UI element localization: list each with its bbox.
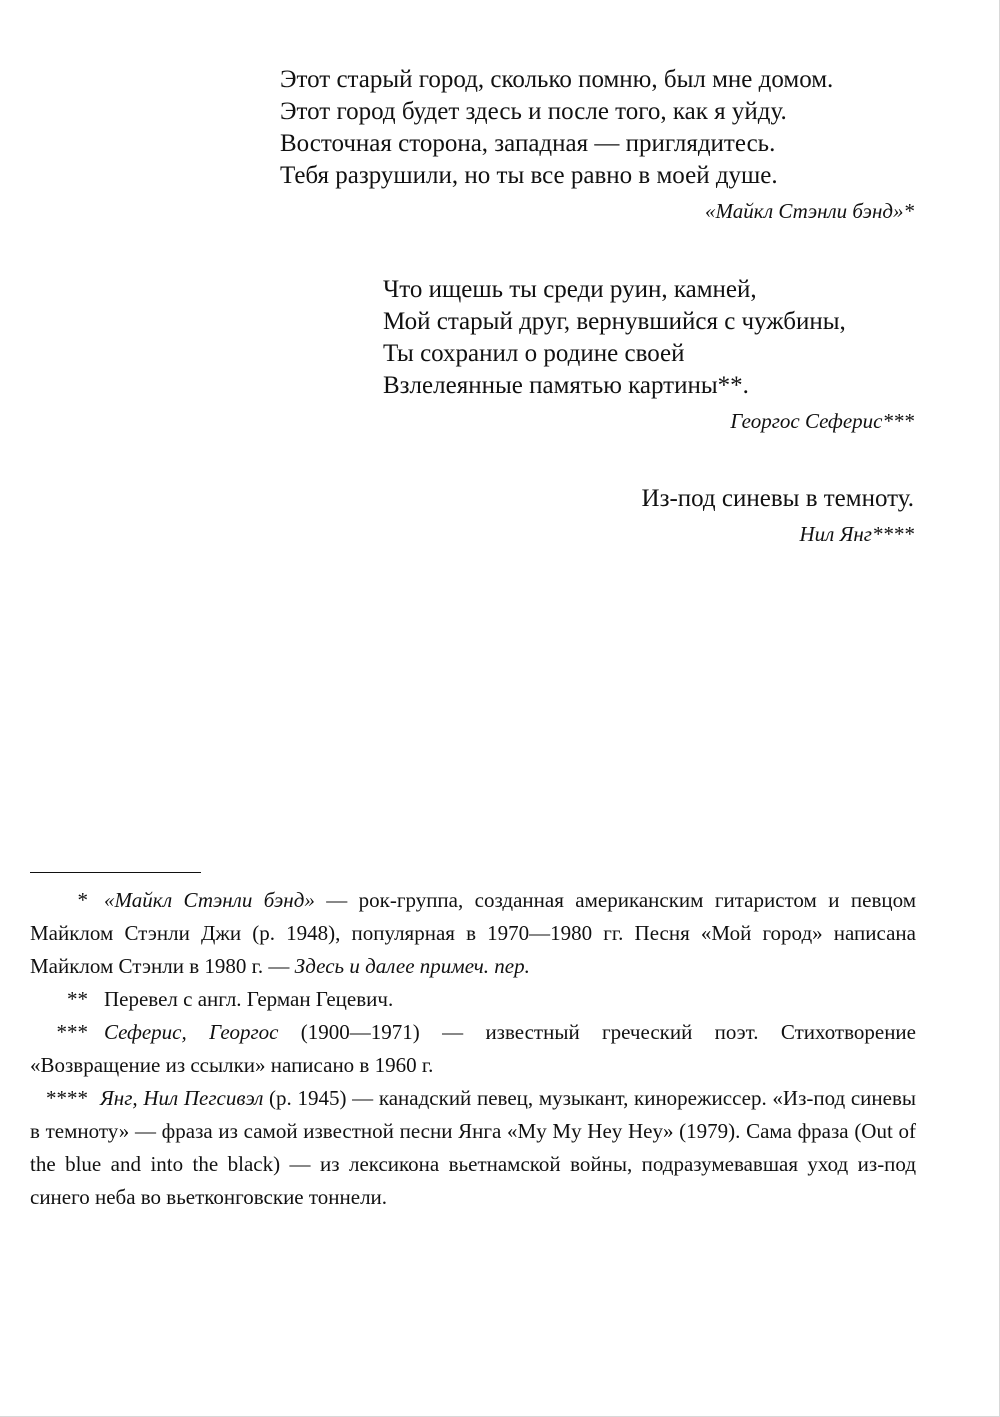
epigraph-young [560, 483, 914, 549]
epigraph-line: Восточная сторона, западная — приглядитесь. [280, 130, 776, 157]
footnote-text: (р. 1945) — канадский певец, музыкант, кинорежиссер. «Из-под синевы в темноту» — фраза из самой известной песни Янга «My My Hey Hey» (1979). Сама фраза (Out of the blue and into the black) — из лексикона вьетнамской войны, подразумевавшая уход из-под синего неба во вьетконговские тоннели. [30, 1086, 917, 1209]
epigraph-seferis [383, 274, 914, 436]
footnote-2 [30, 983, 916, 1016]
footnote-marker: **** [46, 1086, 88, 1110]
epigraph-line: Что ищешь ты среди руин, камней, [383, 276, 757, 303]
epigraph-attribution: «Майкл Стэнли бэнд»* [705, 199, 914, 223]
epigraph-line: Этот город будет здесь и после того, как я уйду. [280, 98, 787, 125]
footnote-text: — рок-группа, созданная американским гитаристом и певцом Майклом Стэнли Джи (р. 1948), популярная в 1970—1980 гг. Песня «Мой город» написана Майклом Стэнли в 1980 г. — [30, 888, 916, 978]
footnote-italic-lead: Янг, Нил Пегсивэл [100, 1086, 264, 1110]
footnote-marker: * [77, 888, 88, 912]
epigraph-stanley [280, 64, 914, 226]
footnote-italic-lead: «Майкл Стэнли бэнд» [104, 888, 315, 912]
epigraph-line: Мой старый друг, вернувшийся с чужбины, [383, 308, 846, 335]
epigraph-attribution: Георгос Сеферис*** [730, 409, 914, 433]
footnote-italic-lead: Сеферис, Георгос [104, 1020, 279, 1044]
epigraph-line: Ты сохранил о родине своей [383, 340, 685, 367]
footnote-divider [30, 872, 201, 873]
epigraph-line: Тебя разрушили, но ты все равно в моей душе. [280, 162, 778, 189]
epigraph-line: Этот старый город, сколько помню, был мне домом. [280, 66, 834, 93]
epigraph-line: Из-под синевы в темноту. [641, 485, 914, 512]
footnotes [30, 884, 916, 1214]
footnote-marker: *** [56, 1020, 88, 1044]
footnote-text: Перевел с англ. Герман Гецевич. [104, 987, 394, 1011]
footnote-text: (1900—1971) — известный греческий поэт. Стихотворение «Возвращение из ссылки» написано в 1960 г. [30, 1020, 916, 1077]
footnote-4 [30, 1082, 916, 1214]
footnote-italic-tail: Здесь и далее примеч. пер. [294, 954, 530, 978]
epigraph-line: Взлелеянные памятью картины**. [383, 372, 749, 399]
epigraph-attribution: Нил Янг**** [799, 522, 914, 546]
footnote-3 [30, 1016, 916, 1082]
footnote-1 [30, 884, 916, 983]
footnote-marker: ** [67, 987, 88, 1011]
